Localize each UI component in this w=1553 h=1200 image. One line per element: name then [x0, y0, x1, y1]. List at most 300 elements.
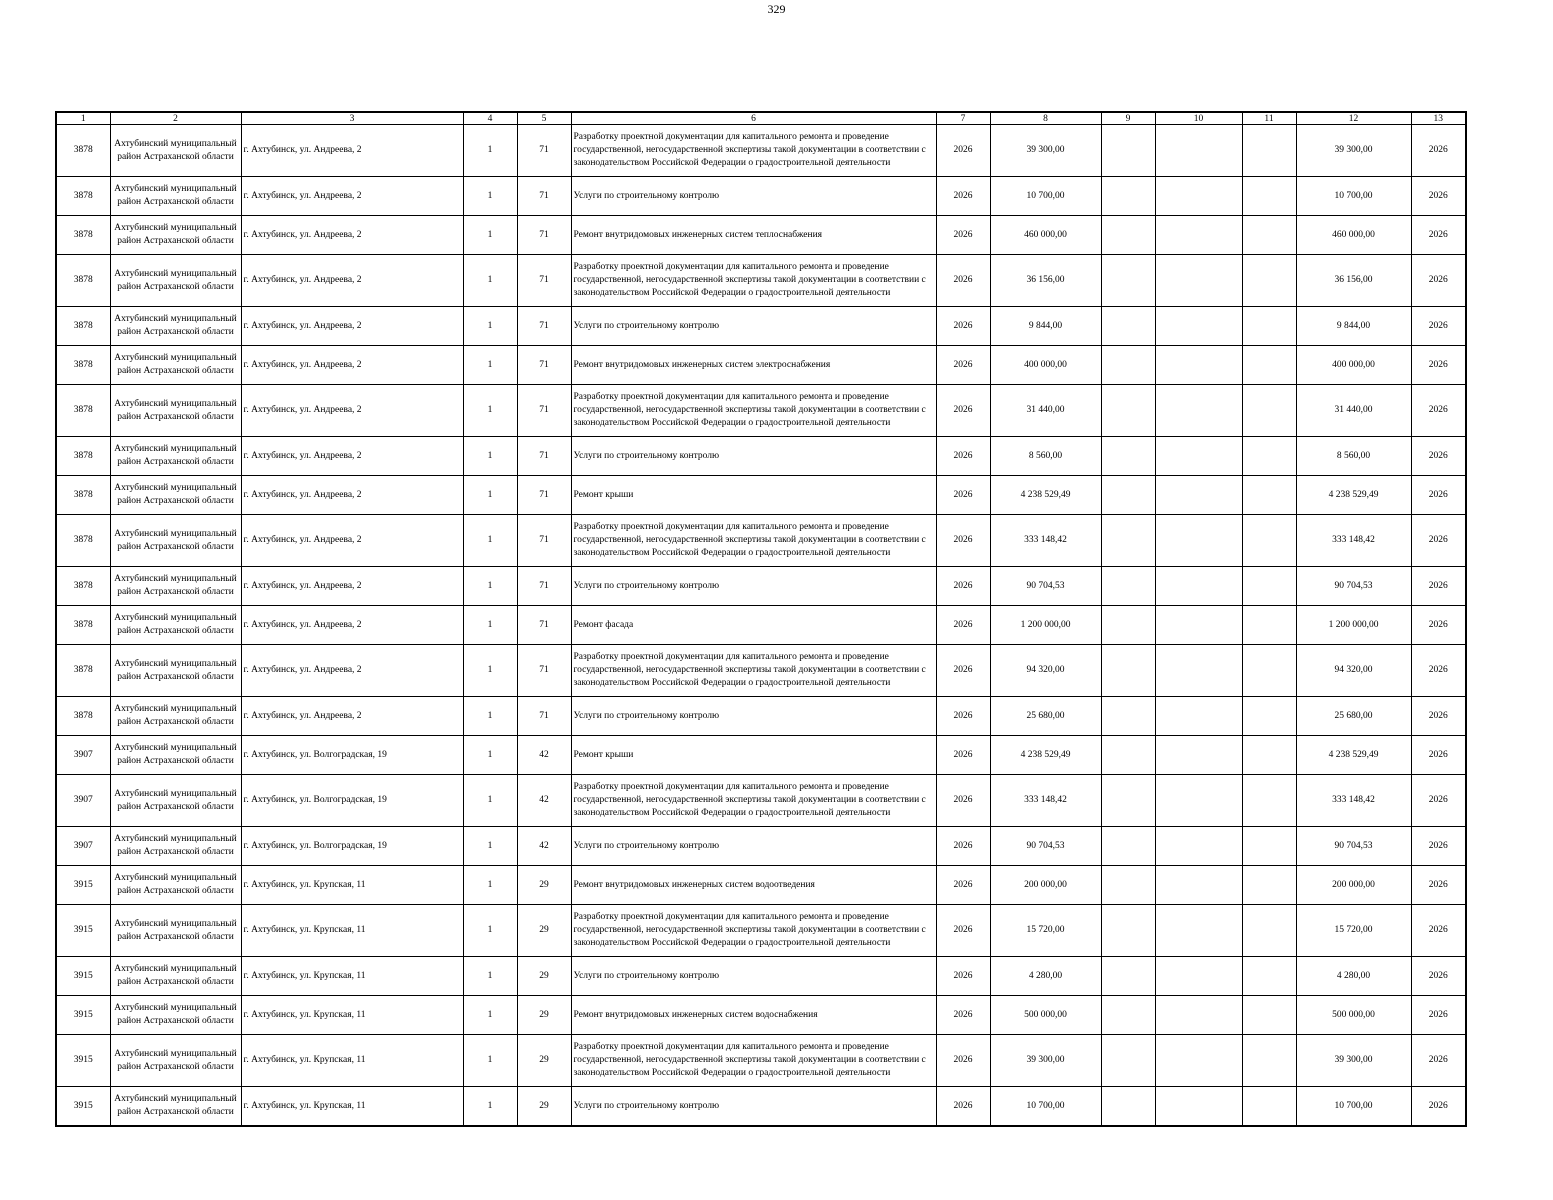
municipality-cell: Ахтубинский муниципальный район Астраханской области — [110, 996, 241, 1035]
work-type-cell: Услуги по строительному контролю — [571, 567, 936, 606]
house-id-cell: 3878 — [56, 437, 110, 476]
work-type-cell: Услуги по строительному контролю — [571, 437, 936, 476]
house-id-cell: 3878 — [56, 567, 110, 606]
cost-cell: 10 700,00 — [990, 1087, 1101, 1127]
cost-cell: 4 238 529,49 — [990, 736, 1101, 775]
completion-year-cell: 2026 — [1411, 437, 1466, 476]
col11-cell — [1242, 125, 1296, 177]
col9-cell — [1101, 125, 1155, 177]
col11-cell — [1242, 515, 1296, 567]
col9-cell — [1101, 775, 1155, 827]
completion-year-cell: 2026 — [1411, 216, 1466, 255]
col10-cell — [1155, 645, 1242, 697]
address-cell: г. Ахтубинск, ул. Крупская, 11 — [241, 1087, 463, 1127]
col11-cell — [1242, 255, 1296, 307]
column-header-11: 11 — [1242, 112, 1296, 125]
col4-cell: 1 — [463, 957, 517, 996]
col4-cell: 1 — [463, 866, 517, 905]
column-header-10: 10 — [1155, 112, 1242, 125]
total-cost-cell: 400 000,00 — [1296, 346, 1411, 385]
work-type-cell: Разработку проектной документации для капитального ремонта и проведение государственной, негосударственной экспертизы такой документации в соответствии с законодательством Российской Федерации о градостроительной деятельности — [571, 515, 936, 567]
completion-year-cell: 2026 — [1411, 346, 1466, 385]
col11-cell — [1242, 697, 1296, 736]
work-type-cell: Ремонт внутридомовых инженерных систем электроснабжения — [571, 346, 936, 385]
cost-cell: 4 280,00 — [990, 957, 1101, 996]
total-cost-cell: 31 440,00 — [1296, 385, 1411, 437]
year-cell: 2026 — [936, 736, 990, 775]
municipality-cell: Ахтубинский муниципальный район Астраханской области — [110, 515, 241, 567]
col10-cell — [1155, 736, 1242, 775]
col4-cell: 1 — [463, 827, 517, 866]
municipality-cell: Ахтубинский муниципальный район Астраханской области — [110, 736, 241, 775]
address-cell: г. Ахтубинск, ул. Андреева, 2 — [241, 476, 463, 515]
col4-cell: 1 — [463, 437, 517, 476]
completion-year-cell: 2026 — [1411, 996, 1466, 1035]
column-header-3: 3 — [241, 112, 463, 125]
house-id-cell: 3915 — [56, 905, 110, 957]
col5-cell: 29 — [517, 957, 571, 996]
col10-cell — [1155, 697, 1242, 736]
completion-year-cell: 2026 — [1411, 1035, 1466, 1087]
house-id-cell: 3907 — [56, 775, 110, 827]
col10-cell — [1155, 476, 1242, 515]
col4-cell: 1 — [463, 125, 517, 177]
completion-year-cell: 2026 — [1411, 385, 1466, 437]
col5-cell: 71 — [517, 476, 571, 515]
col9-cell — [1101, 1035, 1155, 1087]
col11-cell — [1242, 775, 1296, 827]
house-id-cell: 3878 — [56, 346, 110, 385]
total-cost-cell: 333 148,42 — [1296, 515, 1411, 567]
col10-cell — [1155, 177, 1242, 216]
work-type-cell: Разработку проектной документации для капитального ремонта и проведение государственной, негосударственной экспертизы такой документации в соответствии с законодательством Российской Федерации о градостроительной деятельности — [571, 1035, 936, 1087]
col10-cell — [1155, 775, 1242, 827]
table-row — [56, 385, 1466, 437]
column-header-13: 13 — [1411, 112, 1466, 125]
col11-cell — [1242, 437, 1296, 476]
page-number: 329 — [767, 2, 786, 16]
column-header-9: 9 — [1101, 112, 1155, 125]
col10-cell — [1155, 437, 1242, 476]
cost-cell: 4 238 529,49 — [990, 476, 1101, 515]
col5-cell: 29 — [517, 996, 571, 1035]
address-cell: г. Ахтубинск, ул. Андреева, 2 — [241, 606, 463, 645]
house-id-cell: 3915 — [56, 957, 110, 996]
total-cost-cell: 39 300,00 — [1296, 1035, 1411, 1087]
table-row — [56, 827, 1466, 866]
col9-cell — [1101, 255, 1155, 307]
column-header-6: 6 — [571, 112, 936, 125]
col9-cell — [1101, 346, 1155, 385]
work-type-cell: Услуги по строительному контролю — [571, 957, 936, 996]
total-cost-cell: 36 156,00 — [1296, 255, 1411, 307]
work-type-cell: Ремонт крыши — [571, 476, 936, 515]
house-id-cell: 3878 — [56, 515, 110, 567]
col5-cell: 29 — [517, 1087, 571, 1127]
year-cell: 2026 — [936, 645, 990, 697]
col9-cell — [1101, 515, 1155, 567]
work-type-cell: Услуги по строительному контролю — [571, 1087, 936, 1127]
col9-cell — [1101, 177, 1155, 216]
total-cost-cell: 15 720,00 — [1296, 905, 1411, 957]
total-cost-cell: 333 148,42 — [1296, 775, 1411, 827]
address-cell: г. Ахтубинск, ул. Андреева, 2 — [241, 567, 463, 606]
col9-cell — [1101, 996, 1155, 1035]
completion-year-cell: 2026 — [1411, 645, 1466, 697]
house-id-cell: 3915 — [56, 1035, 110, 1087]
year-cell: 2026 — [936, 866, 990, 905]
table-row — [56, 606, 1466, 645]
address-cell: г. Ахтубинск, ул. Андреева, 2 — [241, 255, 463, 307]
table-row — [56, 307, 1466, 346]
cost-cell: 39 300,00 — [990, 1035, 1101, 1087]
col4-cell: 1 — [463, 476, 517, 515]
col4-cell: 1 — [463, 697, 517, 736]
table-row — [56, 905, 1466, 957]
col5-cell: 42 — [517, 736, 571, 775]
col9-cell — [1101, 1087, 1155, 1127]
year-cell: 2026 — [936, 177, 990, 216]
col4-cell: 1 — [463, 216, 517, 255]
year-cell: 2026 — [936, 515, 990, 567]
work-type-cell: Услуги по строительному контролю — [571, 177, 936, 216]
table-row — [56, 437, 1466, 476]
col9-cell — [1101, 736, 1155, 775]
address-cell: г. Ахтубинск, ул. Андреева, 2 — [241, 346, 463, 385]
completion-year-cell: 2026 — [1411, 1087, 1466, 1127]
municipality-cell: Ахтубинский муниципальный район Астраханской области — [110, 827, 241, 866]
municipality-cell: Ахтубинский муниципальный район Астраханской области — [110, 125, 241, 177]
municipality-cell: Ахтубинский муниципальный район Астраханской области — [110, 645, 241, 697]
col9-cell — [1101, 437, 1155, 476]
house-id-cell: 3878 — [56, 125, 110, 177]
completion-year-cell: 2026 — [1411, 905, 1466, 957]
col11-cell — [1242, 385, 1296, 437]
address-cell: г. Ахтубинск, ул. Крупская, 11 — [241, 996, 463, 1035]
col10-cell — [1155, 1035, 1242, 1087]
municipality-cell: Ахтубинский муниципальный район Астраханской области — [110, 567, 241, 606]
col5-cell: 42 — [517, 827, 571, 866]
total-cost-cell: 200 000,00 — [1296, 866, 1411, 905]
col5-cell: 29 — [517, 1035, 571, 1087]
year-cell: 2026 — [936, 1035, 990, 1087]
municipality-cell: Ахтубинский муниципальный район Астраханской области — [110, 385, 241, 437]
table-row — [56, 957, 1466, 996]
table-row — [56, 255, 1466, 307]
table-row — [56, 177, 1466, 216]
year-cell: 2026 — [936, 1087, 990, 1127]
col11-cell — [1242, 996, 1296, 1035]
total-cost-cell: 460 000,00 — [1296, 216, 1411, 255]
cost-cell: 460 000,00 — [990, 216, 1101, 255]
total-cost-cell: 4 238 529,49 — [1296, 476, 1411, 515]
work-type-cell: Разработку проектной документации для капитального ремонта и проведение государственной, негосударственной экспертизы такой документации в соответствии с законодательством Российской Федерации о градостроительной деятельности — [571, 255, 936, 307]
total-cost-cell: 90 704,53 — [1296, 827, 1411, 866]
municipality-cell: Ахтубинский муниципальный район Астраханской области — [110, 476, 241, 515]
work-type-cell: Разработку проектной документации для капитального ремонта и проведение государственной, негосударственной экспертизы такой документации в соответствии с законодательством Российской Федерации о градостроительной деятельности — [571, 125, 936, 177]
house-id-cell: 3907 — [56, 736, 110, 775]
col10-cell — [1155, 567, 1242, 606]
col5-cell: 71 — [517, 177, 571, 216]
municipality-cell: Ахтубинский муниципальный район Астраханской области — [110, 905, 241, 957]
house-id-cell: 3915 — [56, 996, 110, 1035]
col11-cell — [1242, 957, 1296, 996]
year-cell: 2026 — [936, 216, 990, 255]
col4-cell: 1 — [463, 255, 517, 307]
col11-cell — [1242, 476, 1296, 515]
table-row — [56, 476, 1466, 515]
cost-cell: 333 148,42 — [990, 515, 1101, 567]
total-cost-cell: 39 300,00 — [1296, 125, 1411, 177]
col10-cell — [1155, 255, 1242, 307]
col9-cell — [1101, 385, 1155, 437]
column-header-8: 8 — [990, 112, 1101, 125]
municipality-cell: Ахтубинский муниципальный район Астраханской области — [110, 346, 241, 385]
year-cell: 2026 — [936, 385, 990, 437]
work-type-cell: Ремонт фасада — [571, 606, 936, 645]
house-id-cell: 3878 — [56, 255, 110, 307]
address-cell: г. Ахтубинск, ул. Волгоградская, 19 — [241, 775, 463, 827]
house-id-cell: 3878 — [56, 606, 110, 645]
table-row — [56, 996, 1466, 1035]
completion-year-cell: 2026 — [1411, 567, 1466, 606]
col9-cell — [1101, 827, 1155, 866]
work-type-cell: Ремонт внутридомовых инженерных систем теплоснабжения — [571, 216, 936, 255]
municipality-cell: Ахтубинский муниципальный район Астраханской области — [110, 307, 241, 346]
address-cell: г. Ахтубинск, ул. Крупская, 11 — [241, 957, 463, 996]
house-id-cell: 3878 — [56, 645, 110, 697]
municipality-cell: Ахтубинский муниципальный район Астраханской области — [110, 1035, 241, 1087]
col4-cell: 1 — [463, 606, 517, 645]
municipality-cell: Ахтубинский муниципальный район Астраханской области — [110, 216, 241, 255]
col10-cell — [1155, 827, 1242, 866]
house-id-cell: 3907 — [56, 827, 110, 866]
col11-cell — [1242, 866, 1296, 905]
house-id-cell: 3915 — [56, 866, 110, 905]
col4-cell: 1 — [463, 905, 517, 957]
work-type-cell: Услуги по строительному контролю — [571, 307, 936, 346]
col10-cell — [1155, 346, 1242, 385]
address-cell: г. Ахтубинск, ул. Крупская, 11 — [241, 905, 463, 957]
table-row — [56, 1035, 1466, 1087]
column-header-2: 2 — [110, 112, 241, 125]
col10-cell — [1155, 307, 1242, 346]
col5-cell: 71 — [517, 307, 571, 346]
total-cost-cell: 1 200 000,00 — [1296, 606, 1411, 645]
col5-cell: 71 — [517, 606, 571, 645]
col4-cell: 1 — [463, 307, 517, 346]
col4-cell: 1 — [463, 515, 517, 567]
cost-cell: 36 156,00 — [990, 255, 1101, 307]
col11-cell — [1242, 606, 1296, 645]
total-cost-cell: 10 700,00 — [1296, 177, 1411, 216]
col10-cell — [1155, 125, 1242, 177]
col5-cell: 71 — [517, 645, 571, 697]
col9-cell — [1101, 476, 1155, 515]
col9-cell — [1101, 216, 1155, 255]
col9-cell — [1101, 697, 1155, 736]
year-cell: 2026 — [936, 437, 990, 476]
address-cell: г. Ахтубинск, ул. Крупская, 11 — [241, 866, 463, 905]
col5-cell: 42 — [517, 775, 571, 827]
col5-cell: 29 — [517, 866, 571, 905]
completion-year-cell: 2026 — [1411, 177, 1466, 216]
year-cell: 2026 — [936, 827, 990, 866]
total-cost-cell: 8 560,00 — [1296, 437, 1411, 476]
total-cost-cell: 4 280,00 — [1296, 957, 1411, 996]
col4-cell: 1 — [463, 346, 517, 385]
col9-cell — [1101, 606, 1155, 645]
column-header-1: 1 — [56, 112, 110, 125]
year-cell: 2026 — [936, 346, 990, 385]
completion-year-cell: 2026 — [1411, 606, 1466, 645]
cost-cell: 1 200 000,00 — [990, 606, 1101, 645]
table-row — [56, 866, 1466, 905]
completion-year-cell: 2026 — [1411, 957, 1466, 996]
year-cell: 2026 — [936, 905, 990, 957]
work-type-cell: Ремонт крыши — [571, 736, 936, 775]
col11-cell — [1242, 1035, 1296, 1087]
col5-cell: 71 — [517, 515, 571, 567]
municipality-cell: Ахтубинский муниципальный район Астраханской области — [110, 697, 241, 736]
col11-cell — [1242, 567, 1296, 606]
address-cell: г. Ахтубинск, ул. Андреева, 2 — [241, 385, 463, 437]
col10-cell — [1155, 385, 1242, 437]
year-cell: 2026 — [936, 125, 990, 177]
year-cell: 2026 — [936, 606, 990, 645]
house-id-cell: 3878 — [56, 476, 110, 515]
cost-cell: 500 000,00 — [990, 996, 1101, 1035]
col11-cell — [1242, 905, 1296, 957]
col10-cell — [1155, 957, 1242, 996]
house-id-cell: 3878 — [56, 697, 110, 736]
total-cost-cell: 90 704,53 — [1296, 567, 1411, 606]
table-row — [56, 567, 1466, 606]
municipality-cell: Ахтубинский муниципальный район Астраханской области — [110, 775, 241, 827]
col11-cell — [1242, 346, 1296, 385]
completion-year-cell: 2026 — [1411, 307, 1466, 346]
col5-cell: 71 — [517, 255, 571, 307]
municipality-cell: Ахтубинский муниципальный район Астраханской области — [110, 255, 241, 307]
col4-cell: 1 — [463, 1087, 517, 1127]
col9-cell — [1101, 645, 1155, 697]
cost-cell: 15 720,00 — [990, 905, 1101, 957]
cost-cell: 10 700,00 — [990, 177, 1101, 216]
col10-cell — [1155, 216, 1242, 255]
total-cost-cell: 94 320,00 — [1296, 645, 1411, 697]
col11-cell — [1242, 827, 1296, 866]
capital-repair-table — [55, 111, 1467, 1127]
col5-cell: 71 — [517, 385, 571, 437]
municipality-cell: Ахтубинский муниципальный район Астраханской области — [110, 957, 241, 996]
col11-cell — [1242, 177, 1296, 216]
col10-cell — [1155, 1087, 1242, 1127]
work-type-cell: Разработку проектной документации для капитального ремонта и проведение государственной, негосударственной экспертизы такой документации в соответствии с законодательством Российской Федерации о градостроительной деятельности — [571, 775, 936, 827]
completion-year-cell: 2026 — [1411, 697, 1466, 736]
work-type-cell: Услуги по строительному контролю — [571, 827, 936, 866]
municipality-cell: Ахтубинский муниципальный район Астраханской области — [110, 866, 241, 905]
municipality-cell: Ахтубинский муниципальный район Астраханской области — [110, 177, 241, 216]
house-id-cell: 3878 — [56, 307, 110, 346]
col4-cell: 1 — [463, 736, 517, 775]
col9-cell — [1101, 866, 1155, 905]
total-cost-cell: 25 680,00 — [1296, 697, 1411, 736]
col4-cell: 1 — [463, 775, 517, 827]
completion-year-cell: 2026 — [1411, 775, 1466, 827]
col10-cell — [1155, 996, 1242, 1035]
cost-cell: 25 680,00 — [990, 697, 1101, 736]
col11-cell — [1242, 645, 1296, 697]
table-row — [56, 645, 1466, 697]
address-cell: г. Ахтубинск, ул. Андреева, 2 — [241, 177, 463, 216]
year-cell: 2026 — [936, 996, 990, 1035]
year-cell: 2026 — [936, 697, 990, 736]
cost-cell: 333 148,42 — [990, 775, 1101, 827]
completion-year-cell: 2026 — [1411, 476, 1466, 515]
cost-cell: 9 844,00 — [990, 307, 1101, 346]
table-body — [56, 125, 1466, 1127]
cost-cell: 94 320,00 — [990, 645, 1101, 697]
column-header-7: 7 — [936, 112, 990, 125]
address-cell: г. Ахтубинск, ул. Андреева, 2 — [241, 515, 463, 567]
table-row — [56, 775, 1466, 827]
table-row — [56, 515, 1466, 567]
col9-cell — [1101, 957, 1155, 996]
house-id-cell: 3878 — [56, 177, 110, 216]
house-id-cell: 3878 — [56, 216, 110, 255]
table-row — [56, 346, 1466, 385]
municipality-cell: Ахтубинский муниципальный район Астраханской области — [110, 606, 241, 645]
municipality-cell: Ахтубинский муниципальный район Астраханской области — [110, 1087, 241, 1127]
cost-cell: 31 440,00 — [990, 385, 1101, 437]
cost-cell: 39 300,00 — [990, 125, 1101, 177]
col5-cell: 71 — [517, 346, 571, 385]
address-cell: г. Ахтубинск, ул. Волгоградская, 19 — [241, 827, 463, 866]
table-row — [56, 216, 1466, 255]
total-cost-cell: 500 000,00 — [1296, 996, 1411, 1035]
column-number-row — [56, 112, 1466, 125]
col5-cell: 71 — [517, 567, 571, 606]
address-cell: г. Ахтубинск, ул. Андреева, 2 — [241, 125, 463, 177]
col9-cell — [1101, 567, 1155, 606]
column-header-12: 12 — [1296, 112, 1411, 125]
address-cell: г. Ахтубинск, ул. Андреева, 2 — [241, 437, 463, 476]
completion-year-cell: 2026 — [1411, 255, 1466, 307]
col4-cell: 1 — [463, 1035, 517, 1087]
work-type-cell: Разработку проектной документации для капитального ремонта и проведение государственной, негосударственной экспертизы такой документации в соответствии с законодательством Российской Федерации о градостроительной деятельности — [571, 645, 936, 697]
col11-cell — [1242, 1087, 1296, 1127]
col5-cell: 29 — [517, 905, 571, 957]
col9-cell — [1101, 307, 1155, 346]
col5-cell: 71 — [517, 125, 571, 177]
municipality-cell: Ахтубинский муниципальный район Астраханской области — [110, 437, 241, 476]
address-cell: г. Ахтубинск, ул. Крупская, 11 — [241, 1035, 463, 1087]
completion-year-cell: 2026 — [1411, 125, 1466, 177]
address-cell: г. Ахтубинск, ул. Андреева, 2 — [241, 307, 463, 346]
table-row — [56, 736, 1466, 775]
column-header-5: 5 — [517, 112, 571, 125]
work-type-cell: Ремонт внутридомовых инженерных систем водоснабжения — [571, 996, 936, 1035]
total-cost-cell: 10 700,00 — [1296, 1087, 1411, 1127]
col9-cell — [1101, 905, 1155, 957]
col4-cell: 1 — [463, 996, 517, 1035]
col4-cell: 1 — [463, 385, 517, 437]
house-id-cell: 3878 — [56, 385, 110, 437]
completion-year-cell: 2026 — [1411, 736, 1466, 775]
cost-cell: 200 000,00 — [990, 866, 1101, 905]
col10-cell — [1155, 866, 1242, 905]
col10-cell — [1155, 905, 1242, 957]
